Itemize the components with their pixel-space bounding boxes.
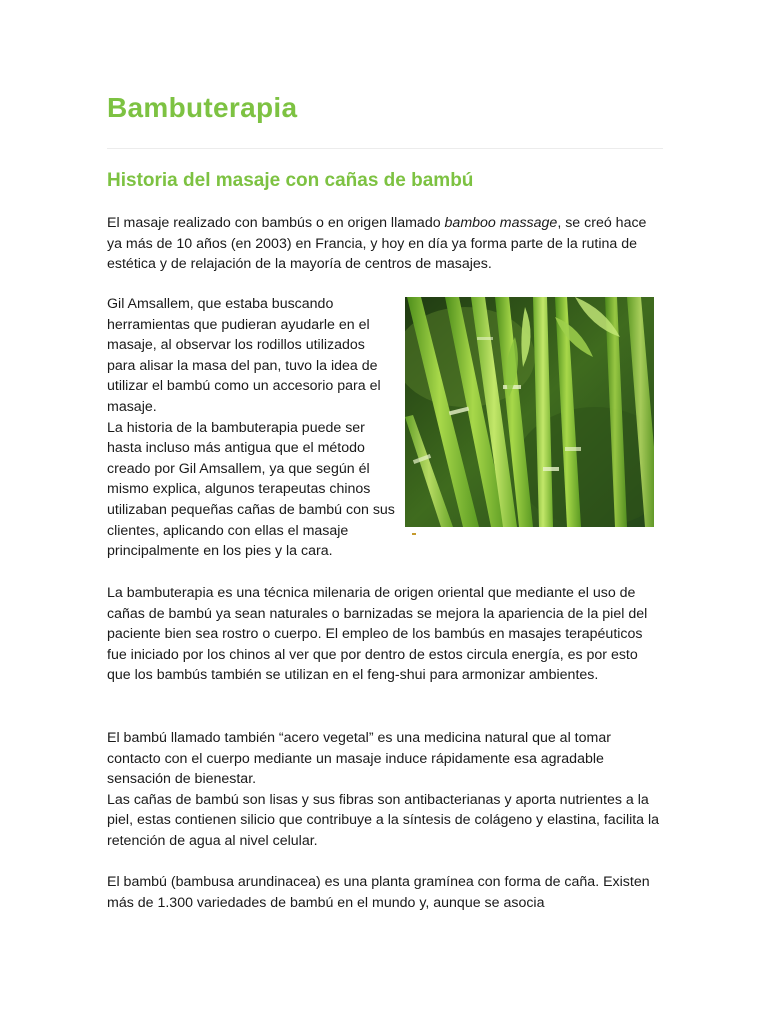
paragraph-benefits-part-2: Las cañas de bambú son lisas y sus fibras son antibacterianas y aporta nutrientes a la piel, estas contienen silicio que contribuye a la síntesis de colágeno y elastina, facilita la retención de agua al nivel celular.: [107, 791, 660, 849]
paragraph-history-part-2: La historia de la bambuterapia puede ser hasta incluso más antigua que el método creado por Gil Amsallem, ya que según él mismo explica, algunos terapeutas chinos utilizaban pequeñas cañas de bambú con sus clientes, aplicando con ellas el masaje principalmente en los pies y la cara.: [107, 419, 395, 560]
paragraph-intro-text-a: El masaje realizado con bambús o en origen llamado: [107, 215, 445, 231]
paragraph-technique: La bambuterapia es una técnica milenaria de origen oriental que mediante el uso de cañas de bambú ya sean naturales o barnizadas se mejora la apariencia de la piel del paciente bien sea rostro o cuerpo. El empleo de los bambús en masajes terapéuticos fue iniciado por los chinos al ver que por dentro de estos circula energía, es por esto que los bambús también se utilizan en el feng-shui para armonizar ambientes.: [107, 585, 648, 684]
paragraph-plant: El bambú (bambusa arundinacea) es una planta gramínea con forma de caña. Existen más de 1.300 variedades de bambú en el mundo y, aunque se asocia: [107, 874, 650, 911]
paragraph-intro: [107, 213, 663, 275]
paragraph-history: [107, 294, 397, 562]
title-divider: [107, 148, 663, 149]
section-heading: Historia del masaje con cañas de bambú: [107, 170, 474, 191]
image-anchor-mark: [412, 533, 416, 535]
bamboo-photo: [405, 297, 654, 527]
paragraph-history-part-1: Gil Amsallem, que estaba buscando herramientas que pudieran ayudarle en el masaje, al observar los rodillos utilizados para alisar la masa del pan, tuvo la idea de utilizar el bambú como un accesorio para el masaje.: [107, 296, 381, 415]
paragraph-intro-text-b: , se creó hace ya más de 10 años (en 2003) en Francia, y hoy en día ya forma parte de la rutina de estética y de relajación de la mayoría de centros de masajes.: [107, 215, 647, 273]
page-title: Bambuterapia: [107, 92, 298, 123]
paragraph-benefits: [107, 728, 663, 852]
paragraph-benefits-part-1: El bambú llamado también “acero vegetal” es una medicina natural que al tomar contacto con el cuerpo mediante un masaje induce rápidamente esa agradable sensación de bienestar.: [107, 730, 611, 788]
paragraph-intro-italic: bamboo massage: [444, 215, 558, 231]
